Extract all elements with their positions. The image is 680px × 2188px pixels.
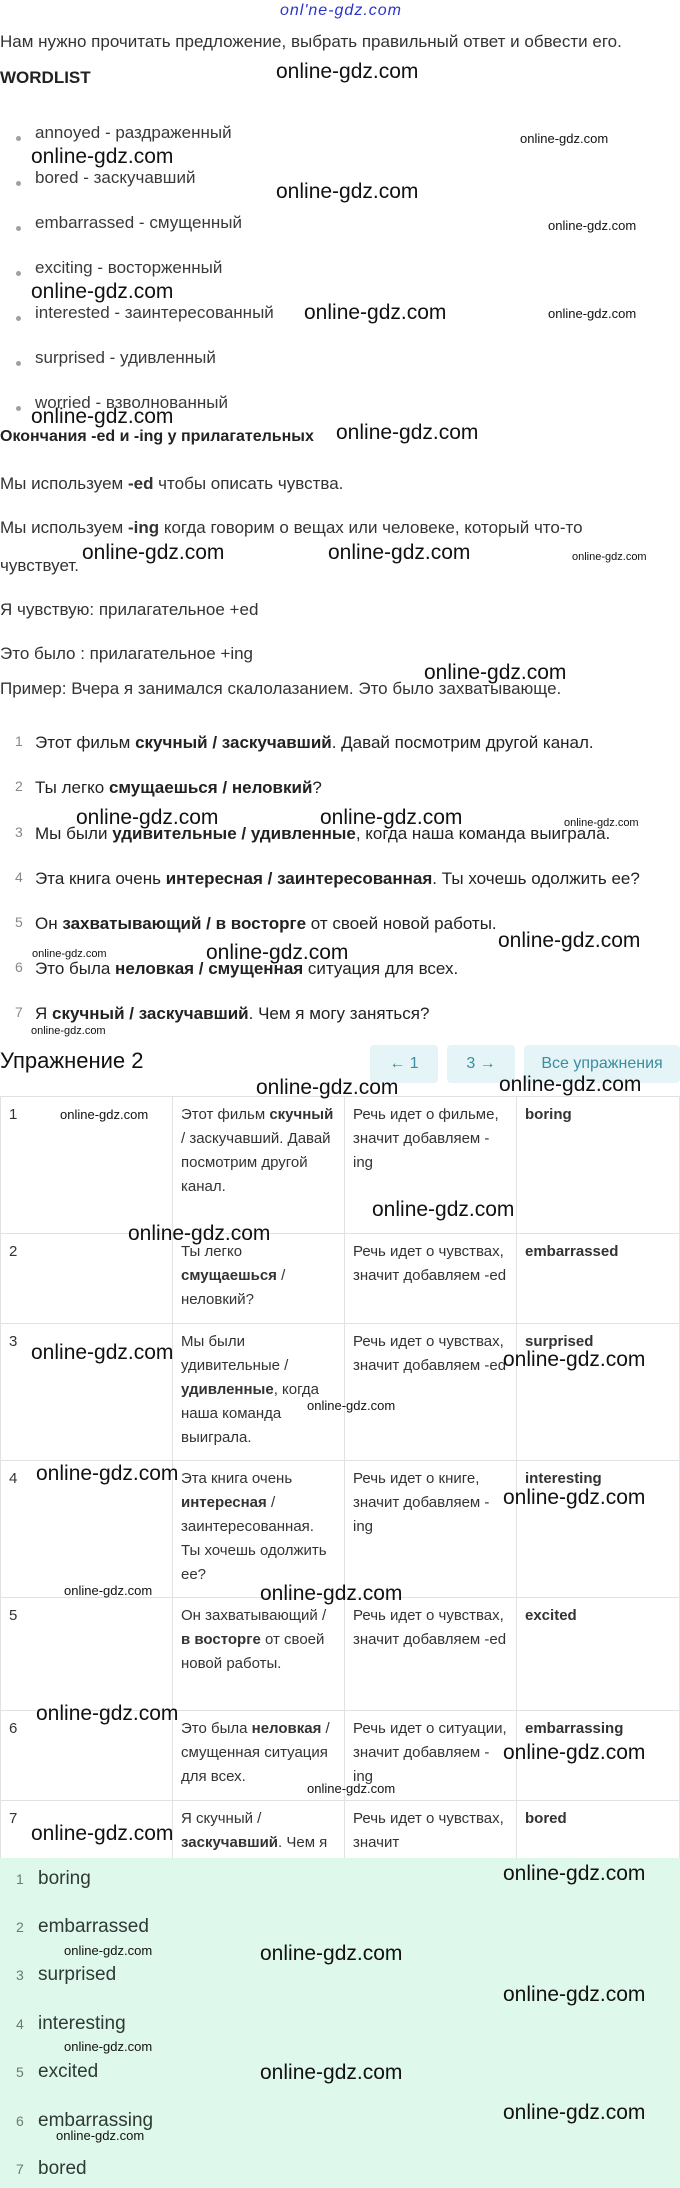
wordlist-item: exciting - восторженный [35, 258, 223, 277]
item-text: Я скучный / заскучавший. Чем я могу заняться? [35, 1004, 430, 1023]
watermark: online-gdz.com [32, 948, 107, 960]
answer-cell: embarrassed [517, 1234, 680, 1324]
sentence-cell: Эта книга очень интересная / заинтересованная. Ты хочешь одолжить ее? [173, 1461, 345, 1598]
sentence-cell: Я скучный / заскучавший. Чем я [173, 1801, 345, 1862]
reason-cell: Речь идет о чувствах, значит добавляем -ed [345, 1234, 517, 1324]
watermark: online-gdz.com [60, 1107, 149, 1122]
reason-cell: Речь идет о фильме, значит добавляем -ing [345, 1097, 517, 1234]
item-text: Ты легко смущаешься / неловкий? [35, 778, 322, 797]
watermark: online-gdz.com [304, 301, 447, 324]
row-number: 7 [1, 1801, 173, 1862]
reason-cell: Речь идет о чувствах, значит добавляем -ed [345, 1324, 517, 1461]
watermark: online-gdz.com [564, 817, 639, 829]
answer-cell: boring [517, 1097, 680, 1234]
rule-feel: Я чувствую: прилагательное +ed [0, 600, 259, 619]
watermark: online-gdz.com [320, 806, 463, 829]
bullet [16, 136, 21, 141]
watermark: online-gdz.com [276, 180, 419, 203]
row-number: 3 [1, 1324, 173, 1461]
watermark: online-gdz.com [260, 1942, 403, 1965]
answers-block: 1 boring 2 embarrassed 3 surprised 4 interesting 5 excited 6 embarrassing 7 bored [0, 1858, 680, 2188]
sentence-cell: Этот фильм скучный / заскучавший. Давай посмотрим другой канал. [173, 1097, 345, 1234]
wordlist-item: bored - заскучавший [35, 168, 196, 187]
sentence-cell: Это была неловкая / смущенная ситуация для всех. [173, 1711, 345, 1801]
item-number: 3 [15, 824, 23, 840]
rule-ing: Мы используем -ing когда говорим о вещах или человеке, который что-то [0, 518, 583, 537]
watermark: online-gdz.com [307, 1398, 396, 1413]
reason-cell: Речь идет о чувствах, значит [345, 1801, 517, 1862]
sentence-cell: Он захватывающий / в восторге от своей новой работы. [173, 1598, 345, 1711]
watermark: online-gdz.com [503, 1348, 646, 1371]
all-exercises-button[interactable]: Все упражнения [524, 1045, 680, 1083]
answer-cell: excited [517, 1598, 680, 1711]
watermark: online-gdz.com [36, 1462, 179, 1485]
watermark: online-gdz.com [64, 1943, 153, 1958]
watermark: online-gdz.com [36, 1702, 179, 1725]
sentence-cell: Мы были удивительные / удивленные, когда наша команда выиграла. [173, 1324, 345, 1461]
watermark: online-gdz.com [336, 421, 479, 444]
bullet [16, 226, 21, 231]
rule-ing-cont: чувствует. [0, 556, 79, 575]
watermark: online-gdz.com [424, 661, 567, 684]
watermark: online-gdz.com [548, 306, 637, 321]
watermark: online-gdz.com [499, 1073, 642, 1096]
watermark: online-gdz.com [64, 1583, 153, 1598]
row-number: 1 [1, 1097, 173, 1234]
row-number: 4 [1, 1461, 173, 1598]
watermark: online-gdz.com [328, 541, 471, 564]
watermark: online-gdz.com [31, 145, 174, 168]
bullet [16, 316, 21, 321]
answer-cell: surprised [517, 1324, 680, 1461]
watermark: online-gdz.com [548, 218, 637, 233]
watermark: online-gdz.com [64, 2039, 153, 2054]
watermark: online-gdz.com [260, 1582, 403, 1605]
item-number: 1 [15, 733, 23, 749]
reason-cell: Речь идет о чувствах, значит добавляем -ed [345, 1598, 517, 1711]
watermark: online-gdz.com [307, 1781, 396, 1796]
wordlist-item: embarrassed - смущенный [35, 213, 242, 232]
section-title: Упражнение 2 [0, 1048, 144, 1073]
watermark: online-gdz.com [31, 280, 174, 303]
watermark: online-gdz.com [31, 1341, 174, 1364]
watermark: online-gdz.com [82, 541, 225, 564]
item-number: 2 [15, 778, 23, 794]
wordlist-title: WORDLIST [0, 68, 91, 87]
reason-cell: Речь идет о ситуации, значит добавляем -ing [345, 1711, 517, 1801]
table-row [1, 1234, 680, 1324]
example: Пример: Вчера я занимался скалолазанием. Это было захватывающе. [0, 679, 562, 698]
watermark: online-gdz.com [572, 551, 647, 563]
next-exercise-button[interactable]: 3 → [447, 1045, 515, 1083]
intro-text: Нам нужно прочитать предложение, выбрать правильный ответ и обвести его. [0, 32, 622, 51]
watermark: online-gdz.com [372, 1198, 515, 1221]
watermark: online-gdz.com [503, 1983, 646, 2006]
table-row [1, 1598, 680, 1711]
watermark: online-gdz.com [206, 941, 349, 964]
watermark: online-gdz.com [256, 1076, 399, 1099]
bullet [16, 361, 21, 366]
watermark: online-gdz.com [260, 2061, 403, 2084]
wordlist-item: annoyed - раздраженный [35, 123, 232, 142]
row-number: 2 [1, 1234, 173, 1324]
watermark: online-gdz.com [503, 1486, 646, 1509]
watermark: online-gdz.com [31, 405, 174, 428]
watermark: online-gdz.com [128, 1222, 271, 1245]
row-number: 6 [1, 1711, 173, 1801]
wordlist-item: surprised - удивленный [35, 348, 216, 367]
answer-cell: interesting [517, 1461, 680, 1598]
watermark: online-gdz.com [503, 1741, 646, 1764]
row-number: 5 [1, 1598, 173, 1711]
top-watermark: onl'ne-gdz.com [280, 2, 402, 19]
watermark: online-gdz.com [503, 2101, 646, 2124]
watermark: online-gdz.com [31, 1025, 106, 1037]
watermark: online-gdz.com [56, 2128, 145, 2143]
rules-title: Окончания -ed и -ing у прилагательных [0, 428, 314, 445]
item-number: 6 [15, 959, 23, 975]
watermark: online-gdz.com [276, 60, 419, 83]
item-text: Это была неловкая / смущенная ситуация для всех. [35, 959, 459, 978]
wordlist-item: interested - заинтересованный [35, 303, 274, 322]
wordlist-item: worried - взволнованный [35, 393, 228, 412]
item-text: Мы были удивительные / удивленные, когда наша команда выиграла. [35, 824, 611, 843]
item-text: Эта книга очень интересная / заинтересованная. Ты хочешь одолжить ее? [35, 869, 640, 888]
item-number: 7 [15, 1004, 23, 1020]
watermark: online-gdz.com [520, 131, 609, 146]
watermark: online-gdz.com [31, 1822, 174, 1845]
bullet [16, 406, 21, 411]
item-number: 4 [15, 869, 23, 885]
watermark: online-gdz.com [76, 806, 219, 829]
answer-cell: embarrassing [517, 1711, 680, 1801]
rule-was: Это было : прилагательное +ing [0, 644, 254, 663]
sentence-cell: Ты легко смущаешься / неловкий? [173, 1234, 345, 1324]
watermark: online-gdz.com [498, 929, 641, 952]
prev-exercise-button[interactable]: ← 1 [370, 1045, 438, 1083]
item-text: Этот фильм скучный / заскучавший. Давай посмотрим другой канал. [35, 733, 594, 752]
item-text: Он захватывающий / в восторге от своей новой работы. [35, 914, 497, 933]
answer-cell: bored [517, 1801, 680, 1862]
item-number: 5 [15, 914, 23, 930]
bullet [16, 271, 21, 276]
bullet [16, 181, 21, 186]
watermark: online-gdz.com [503, 1862, 646, 1885]
rule-ed: Мы используем -ed чтобы описать чувства. [0, 474, 344, 493]
reason-cell: Речь идет о книге, значит добавляем -ing [345, 1461, 517, 1598]
